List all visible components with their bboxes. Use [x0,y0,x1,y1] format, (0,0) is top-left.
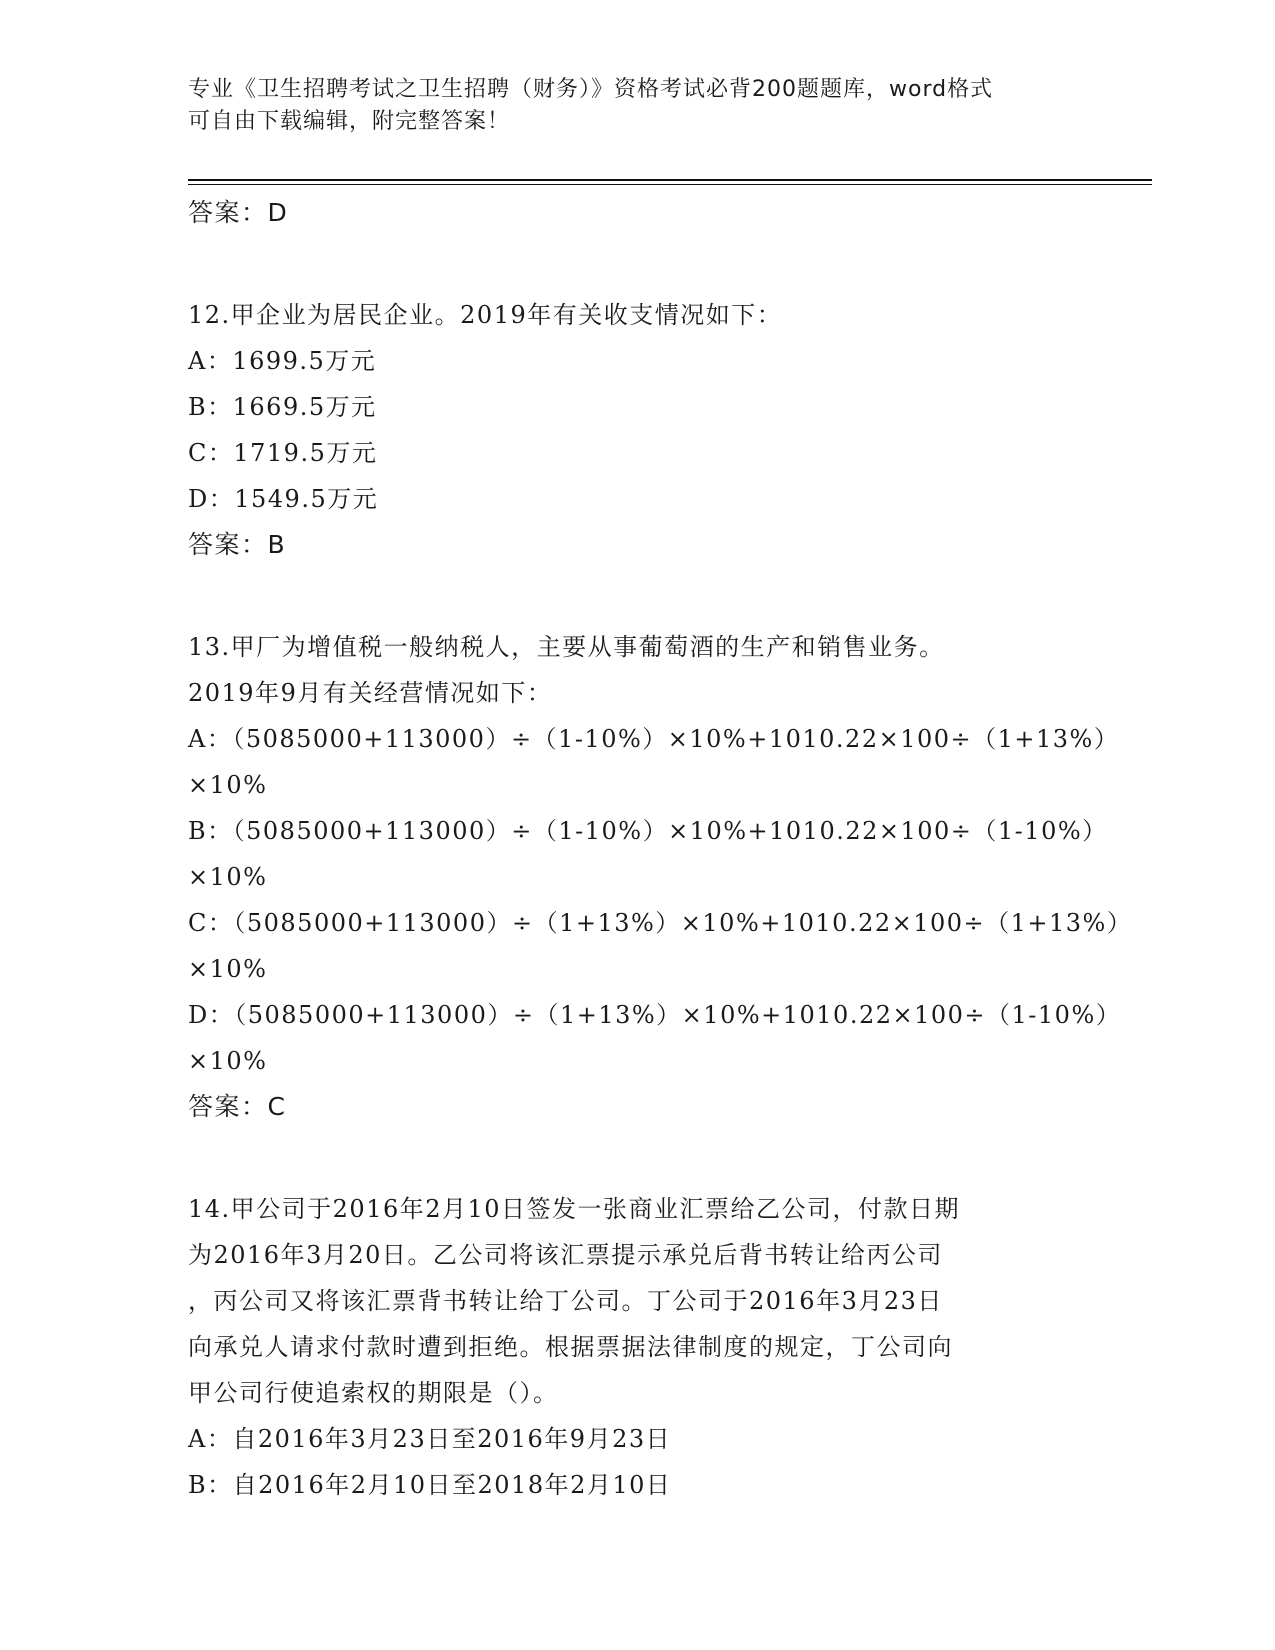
question-14 [188,1186,1088,1508]
header-line-2: 可自由下载编辑，附完整答案！ [188,109,511,134]
option-b: B：自2016年2月10日至2018年2月10日 [188,1471,672,1499]
header-rule-thick [188,179,1152,181]
option-a: A：1699.5万元 [188,347,377,375]
question-stem: ，丙公司又将该汇票背书转让给丁公司。丁公司于2016年3月23日 [188,1287,943,1315]
question-stem: 为2016年3月20日。乙公司将该汇票提示承兑后背书转让给丙公司 [188,1241,943,1269]
question-stem: 2019年9月有关经营情况如下： [188,679,553,707]
question-stem: 12.甲企业为居民企业。2019年有关收支情况如下： [188,301,783,329]
question-13 [188,624,1133,1130]
option-b-cont: ×10% [188,863,268,891]
option-a: A：（5085000+113000）÷（1-10%）×10%+1010.22×100÷（1+13%） [188,725,1120,753]
option-d: D：1549.5万元 [188,485,379,513]
question-stem: 13.甲厂为增值税一般纳税人，主要从事葡萄酒的生产和销售业务。 [188,633,945,661]
option-c: C：1719.5万元 [188,439,378,467]
question-12 [188,292,1088,568]
option-b: B：1669.5万元 [188,393,377,421]
header-rule-thin [188,184,1152,185]
header-line-1: 专业《卫生招聘考试之卫生招聘（财务）》资格考试必背200题题库，word格式 [188,77,994,102]
question-stem: 14.甲公司于2016年2月10日签发一张商业汇票给乙公司，付款日期 [188,1195,961,1223]
document-body [188,190,1133,1508]
question-stem: 甲公司行使追索权的期限是（）。 [188,1379,559,1407]
answer: 答案：B [188,530,287,559]
option-b: B：（5085000+113000）÷（1-10%）×10%+1010.22×100÷（1-10%） [188,817,1108,845]
option-c-cont: ×10% [188,955,268,983]
question-stem: 向承兑人请求付款时遭到拒绝。根据票据法律制度的规定，丁公司向 [188,1333,953,1361]
answer: 答案：C [188,1092,287,1121]
answer-previous: 答案：D [188,198,289,227]
option-d-cont: ×10% [188,1047,268,1075]
document-header [188,74,1088,138]
option-a-cont: ×10% [188,771,268,799]
option-d: D：（5085000+113000）÷（1+13%）×10%+1010.22×100÷（1-10%） [188,1001,1122,1029]
option-c: C：（5085000+113000）÷（1+13%）×10%+1010.22×100÷（1+13%） [188,909,1133,937]
option-a: A：自2016年3月23日至2016年9月23日 [188,1425,672,1453]
